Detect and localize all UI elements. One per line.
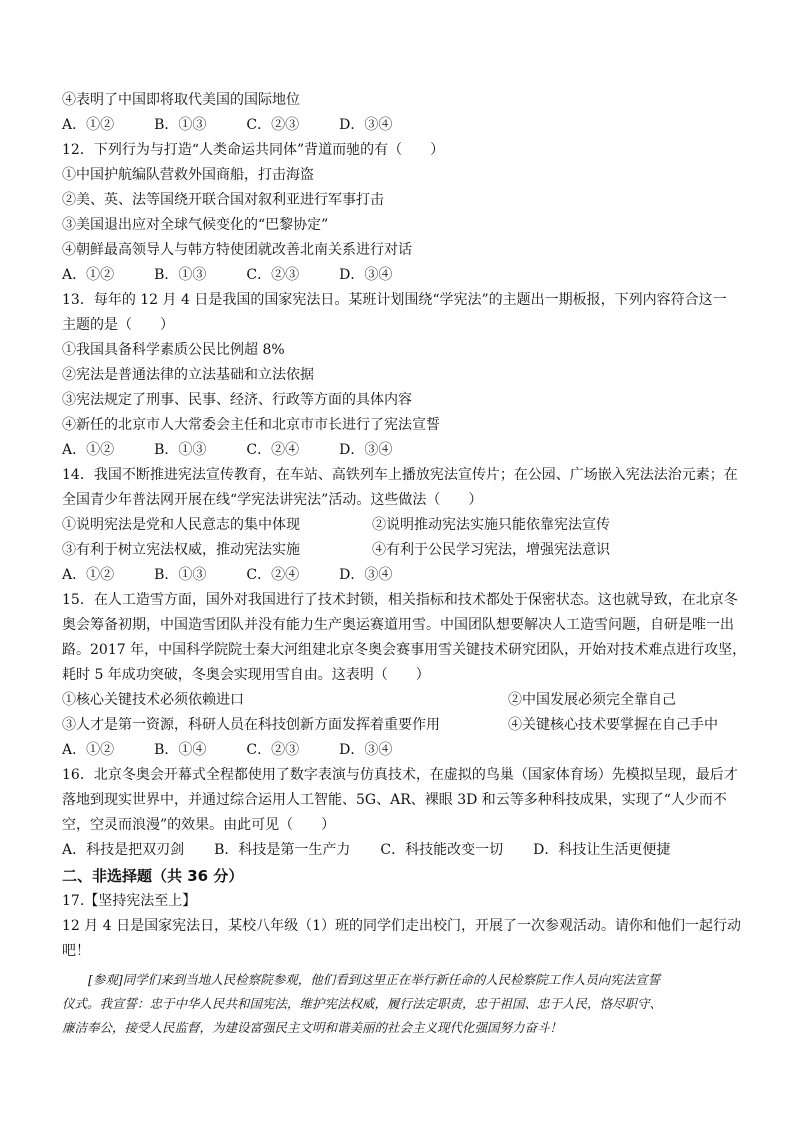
q14-item-1: ①说明宪法是党和人民意志的集中体现 xyxy=(62,517,300,533)
q13-item-4: ④新任的北京市人大常委会主任和北京市市长进行了宪法宣誓 xyxy=(62,417,440,433)
q14-items-row-2 xyxy=(62,538,738,563)
q12-option-c[interactable]: C．②③ xyxy=(246,267,300,283)
q15-item-1: ①核心关键技术必须依赖进口 xyxy=(62,692,244,708)
q13-option-c[interactable]: C．②④ xyxy=(246,442,300,458)
q12-item-2: ②美、英、法等国绕开联合国对叙利亚进行军事打击 xyxy=(62,192,384,208)
q11-item-4: ④表明了中国即将取代美国的国际地位 xyxy=(62,92,300,108)
q16-options xyxy=(62,838,738,863)
q12-item-4: ④朝鲜最高领导人与韩方特使团就改善北南关系进行对话 xyxy=(62,242,412,258)
q15-items-row-1 xyxy=(62,688,738,713)
q15-item-4: ④关键核心技术要掌握在自己手中 xyxy=(508,717,718,733)
q17-quote-line-1: [参观]同学们来到当地人民检察院参观，他们看到这里正在举行新任命的人民检察院工作人员向宪法宣誓 xyxy=(88,972,661,987)
q14-items-row-1 xyxy=(62,513,738,538)
q14-options xyxy=(62,563,738,588)
q13-stem-line-2: 主题的是（ ） xyxy=(62,317,174,333)
q16-stem-line-1: 16．北京冬奥会开幕式全程都使用了数字表演与仿真技术，在虚拟的鸟巢（国家体育场）先模拟呈现，最后才 xyxy=(62,767,738,783)
q12-stem: 12．下列行为与打造“人类命运共同体”背道而驰的有（ ） xyxy=(62,142,445,158)
q15-stem-line-3: 路。2017 年，中国科学院院士秦大河组建北京冬奥会赛事用雪关键技术研究团队，开始对技术难点进行攻坚， xyxy=(62,642,747,658)
q13-option-b[interactable]: B．①③ xyxy=(154,442,207,458)
q16-stem-line-3: 空，空灵而浪漫”的效果。由此可见（ ） xyxy=(62,817,336,833)
q14-item-3: ③有利于树立宪法权威，推动宪法实施 xyxy=(62,542,300,558)
q11-option-a[interactable]: A．①② xyxy=(62,117,115,133)
q14-stem-line-2: 全国青少年普法网开展在线“学宪法讲宪法”活动。这些做法（ ） xyxy=(62,492,483,508)
q15-items-row-2 xyxy=(62,713,738,738)
q11-option-d[interactable]: D．③④ xyxy=(339,117,393,133)
q16-option-d[interactable]: D．科技让生活更便捷 xyxy=(533,842,671,858)
q12-options xyxy=(62,263,738,288)
q14-stem-line-1: 14．我国不断推进宪法宣传教育，在车站、高铁列车上播放宪法宣传片；在公园、广场嵌入宪法法治元素；在 xyxy=(62,467,738,483)
q14-option-b[interactable]: B．①③ xyxy=(154,567,207,583)
q17-title: 17.【坚持宪法至上】 xyxy=(62,893,197,909)
q13-option-d[interactable]: D．③④ xyxy=(339,442,393,458)
q13-options xyxy=(62,438,738,463)
q11-options xyxy=(62,113,738,138)
q15-stem-line-2: 奥会筹备初期，中国造雪团队并没有能力生产奥运赛道用雪。中国团队想要解决人工造雪问题，自研是唯一出 xyxy=(62,617,734,633)
q15-options xyxy=(62,738,738,763)
section-2-title: 二、非选择题（共 36 分） xyxy=(62,867,244,885)
exam-page xyxy=(62,88,747,1040)
q12-item-1: ①中国护航编队营救外国商船，打击海盗 xyxy=(62,167,314,183)
q17-quote-line-3: 廉洁奉公，接受人民监督，为建设富强民主文明和谐美丽的社会主义现代化强国努力奋斗！ xyxy=(62,1020,563,1035)
q12-option-b[interactable]: B．①③ xyxy=(154,267,207,283)
q13-item-1: ①我国具备科学素质公民比例超 8% xyxy=(62,342,285,358)
q15-item-3: ③人才是第一资源，科研人员在科技创新方面发挥着重要作用 xyxy=(62,717,440,733)
q11-option-c[interactable]: C．②③ xyxy=(246,117,300,133)
q12-option-d[interactable]: D．③④ xyxy=(339,267,393,283)
q15-item-2: ②中国发展必须完全靠自己 xyxy=(508,692,676,708)
q13-stem-line-1: 13．每年的 12 月 4 日是我国的国家宪法日。某班计划围绕“学宪法”的主题出一期板报，下列内容符合这一 xyxy=(62,292,727,308)
q17-quote-line-2: 仪式。我宣誓：忠于中华人民共和国宪法，维护宪法权威，履行法定职责，忠于祖国、忠于人民，恪尽职守、 xyxy=(62,996,663,1011)
q13-item-3: ③宪法规定了刑事、民事、经济、行政等方面的具体内容 xyxy=(62,392,412,408)
q15-option-d[interactable]: D．③④ xyxy=(339,742,393,758)
q16-option-c[interactable]: C．科技能改变一切 xyxy=(380,842,504,858)
q14-option-a[interactable]: A．①② xyxy=(62,567,115,583)
q17-quote-block xyxy=(62,968,738,1040)
q12-item-3: ③美国退出应对全球气候变化的“巴黎协定” xyxy=(62,217,329,233)
q11-option-b[interactable]: B．①③ xyxy=(154,117,207,133)
q16-stem-line-2: 落地到现实世界中，并通过综合运用人工智能、5G、AR、裸眼 3D 和云等多种科技成果，实现了“人少而不 xyxy=(62,792,727,808)
q13-item-2: ②宪法是普通法律的立法基础和立法依据 xyxy=(62,367,314,383)
q15-option-b[interactable]: B．①④ xyxy=(154,742,207,758)
q15-option-c[interactable]: C．②③ xyxy=(246,742,300,758)
q15-stem-line-1: 15．在人工造雪方面，国外对我国进行了技术封锁，相关指标和技术都处于保密状态。这也就导致，在北京冬 xyxy=(62,592,738,608)
q12-option-a[interactable]: A．①② xyxy=(62,267,115,283)
q15-option-a[interactable]: A．①② xyxy=(62,742,115,758)
q17-intro-line-1: 12 月 4 日是国家宪法日，某校八年级（1）班的同学们走出校门，开展了一次参观活动。请你和他们一起行动 xyxy=(62,918,741,934)
q16-option-b[interactable]: B．科技是第一生产力 xyxy=(214,842,351,858)
q15-stem-line-4: 耗时 5 年成功突破，冬奥会实现用雪自由。这表明（ ） xyxy=(62,667,430,683)
q14-item-2: ②说明推动宪法实施只能依靠宪法宣传 xyxy=(372,517,610,533)
q13-option-a[interactable]: A．①② xyxy=(62,442,115,458)
q14-item-4: ④有利于公民学习宪法，增强宪法意识 xyxy=(372,542,610,558)
q14-option-d[interactable]: D．③④ xyxy=(339,567,393,583)
q14-option-c[interactable]: C．②④ xyxy=(246,567,300,583)
q16-option-a[interactable]: A．科技是把双刃剑 xyxy=(62,842,185,858)
q17-intro-line-2: 吧！ xyxy=(62,943,90,959)
